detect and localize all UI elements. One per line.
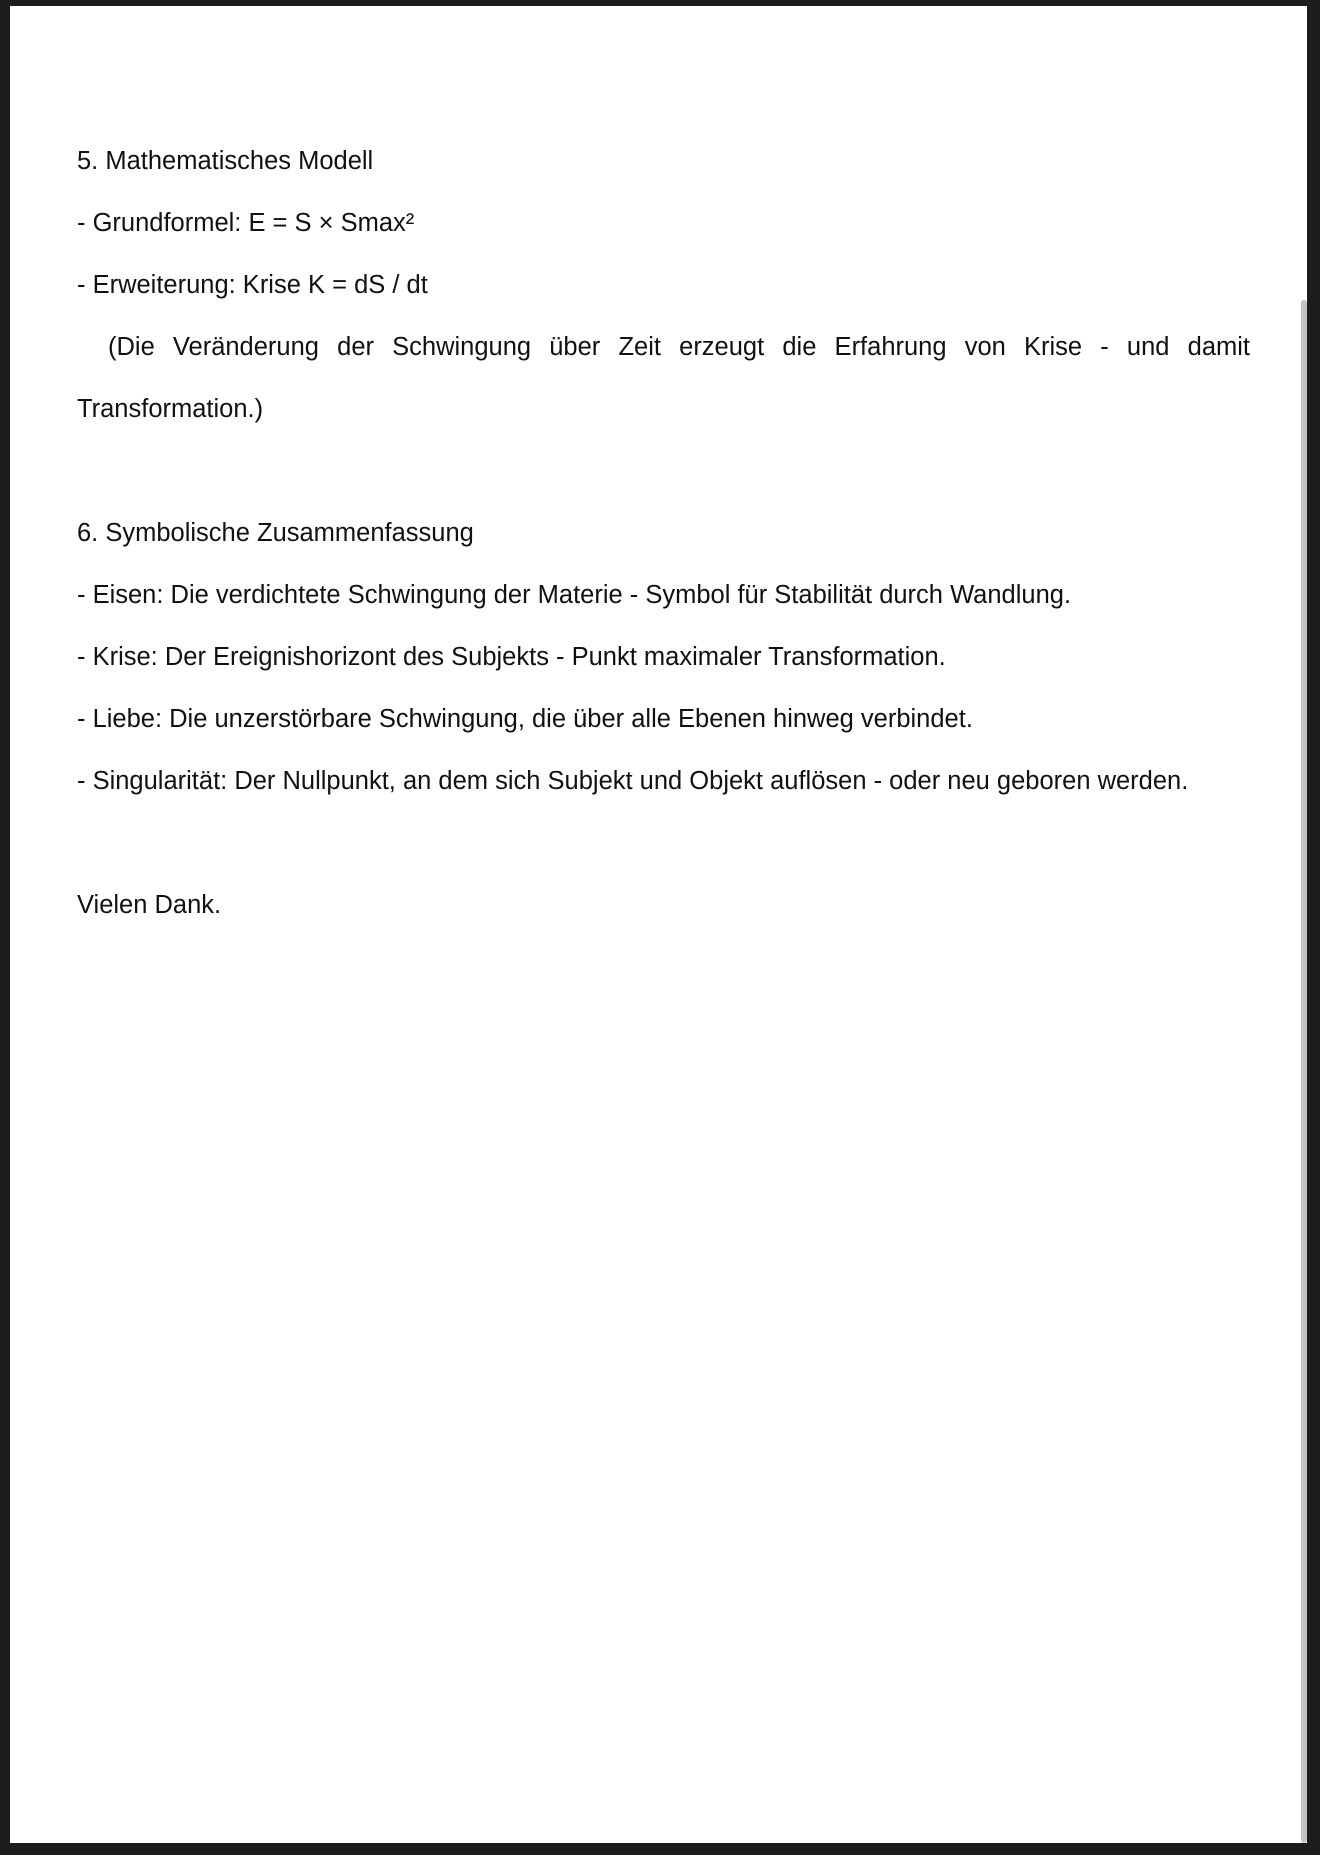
list-item: - Krise: Der Ereignishorizont des Subjekts - Punkt maximaler Transformation.: [77, 643, 946, 671]
note-line-1: (Die Veränderung der Schwingung über Zeit erzeugt die Erfahrung von Krise - und damit: [108, 333, 1250, 361]
paragraph-gap: [77, 453, 1250, 515]
note-line-2: Transformation.): [77, 395, 264, 423]
document-page: [10, 6, 1307, 1843]
page-content: [77, 143, 1250, 949]
closing-line: Vielen Dank.: [77, 891, 222, 919]
paragraph-gap: [77, 825, 1250, 887]
list-item: - Eisen: Die verdichtete Schwingung der Materie - Symbol für Stabilität durch Wandlung.: [77, 581, 1072, 609]
section-heading-6: 6. Symbolische Zusammenfassung: [77, 519, 474, 547]
list-item: - Singularität: Der Nullpunkt, an dem sich Subjekt und Objekt auflösen - oder neu geboren werden.: [77, 767, 1189, 795]
list-item: - Liebe: Die unzerstörbare Schwingung, die über alle Ebenen hinweg verbindet.: [77, 705, 973, 733]
vertical-scrollbar[interactable]: [1301, 300, 1307, 1843]
extension-line: - Erweiterung: Krise K = dS / dt: [77, 271, 428, 299]
formula-line: - Grundformel: E = S × Smax²: [77, 209, 415, 237]
section-heading-5: 5. Mathematisches Modell: [77, 147, 374, 175]
